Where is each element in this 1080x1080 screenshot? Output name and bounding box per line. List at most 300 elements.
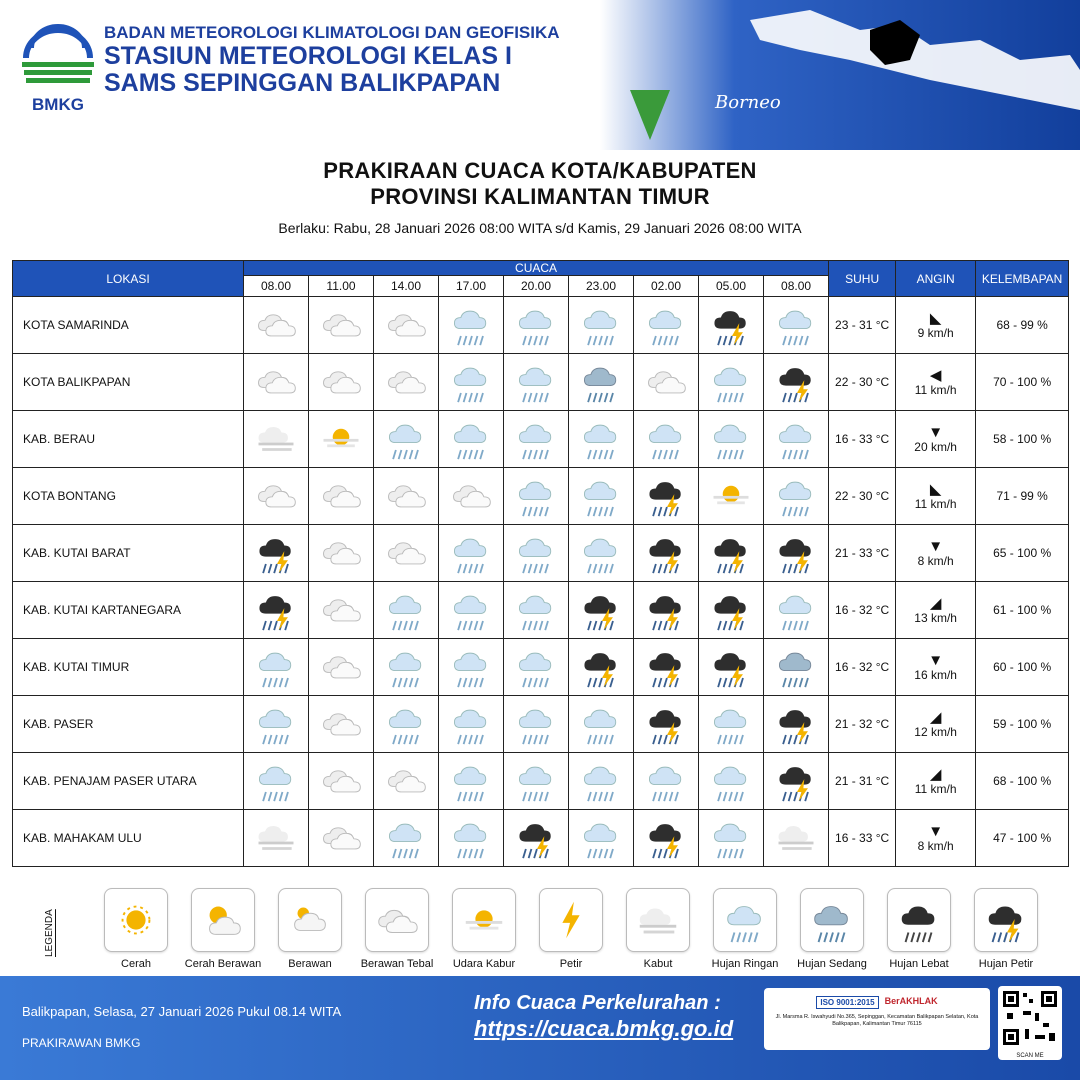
wind-cell	[896, 753, 976, 810]
berawan-tebal-icon	[383, 358, 429, 404]
weather-cell	[634, 525, 699, 582]
hujan-ringan-icon	[448, 700, 494, 746]
location-name: KAB. BERAU	[13, 411, 244, 468]
wind-speed: 9 km/h	[917, 325, 954, 340]
location-name: KAB. KUTAI BARAT	[13, 525, 244, 582]
cerah-berawan-icon	[199, 896, 247, 944]
weather-cell	[309, 582, 374, 639]
berawan-tebal-icon	[318, 757, 364, 803]
weather-cell	[634, 582, 699, 639]
title-line-2: PROVINSI KALIMANTAN TIMUR	[370, 184, 710, 209]
qr-code[interactable]	[998, 986, 1062, 1060]
legend-caption: Hujan Petir	[978, 958, 1034, 970]
table-row	[13, 354, 1069, 411]
org-line-3: SAMS SEPINGGAN BALIKPAPAN	[104, 69, 501, 98]
weather-cell	[244, 810, 309, 867]
wind-speed: 11 km/h	[914, 382, 957, 397]
hujan-ringan-icon	[773, 301, 819, 347]
hujan-ringan-icon	[643, 301, 689, 347]
weather-cell	[634, 810, 699, 867]
weather-cell	[699, 753, 764, 810]
hujan-ringan-icon	[383, 643, 429, 689]
wind-speed: 11 km/h	[914, 496, 957, 511]
berawan-tebal-icon	[383, 757, 429, 803]
weather-cell	[764, 753, 829, 810]
legend-item	[626, 888, 690, 970]
hujan-ringan-icon	[708, 757, 754, 803]
weather-cell	[699, 696, 764, 753]
weather-cell	[439, 696, 504, 753]
map-graphic	[600, 0, 1080, 150]
website-link[interactable]: https://cuaca.bmkg.go.id	[474, 1016, 734, 1041]
legend-caption: Kabut	[643, 958, 673, 970]
header-weather: CUACA	[244, 261, 829, 276]
hujan-ringan-icon	[513, 586, 559, 632]
kabut-icon	[253, 415, 299, 461]
legend-item	[713, 888, 777, 970]
weather-cell	[634, 753, 699, 810]
hujan-ringan-icon	[448, 757, 494, 803]
hujan-ringan-icon	[448, 643, 494, 689]
hujan-ringan-icon	[513, 301, 559, 347]
weather-cell	[569, 354, 634, 411]
hujan-ringan-icon	[721, 896, 769, 944]
location-name: KAB. PASER	[13, 696, 244, 753]
issued-date: Balikpapan, Selasa, 27 Januari 2026 Pukul 08.14 WITA	[22, 1004, 342, 1019]
iso-badge: ISO 9001:2015	[816, 996, 878, 1009]
hujan-ringan-icon	[448, 415, 494, 461]
legend-caption: Berawan	[288, 958, 332, 970]
berawan-tebal-icon	[373, 896, 421, 944]
legend-icon-box	[974, 888, 1038, 952]
legend-caption: Petir	[559, 958, 583, 970]
hujan-petir-icon	[773, 700, 819, 746]
weather-cell	[764, 354, 829, 411]
wind-speed: 11 km/h	[914, 781, 957, 796]
organization-name	[104, 24, 560, 98]
temperature: 16 - 33 °C	[829, 810, 896, 867]
legend-label: LEGENDA	[44, 909, 55, 957]
qr-icon	[1001, 989, 1059, 1047]
hujan-ringan-icon	[448, 586, 494, 632]
table-row	[13, 810, 1069, 867]
hujan-ringan-icon	[448, 301, 494, 347]
hujan-ringan-icon	[578, 415, 624, 461]
legend-caption: Hujan Ringan	[711, 958, 779, 970]
weather-cell	[569, 810, 634, 867]
header-wind: ANGIN	[896, 261, 976, 297]
wind-speed: 20 km/h	[914, 439, 957, 454]
time-header: 02.00	[634, 276, 699, 297]
weather-cell	[764, 297, 829, 354]
weather-cell	[309, 753, 374, 810]
weather-cell	[764, 696, 829, 753]
weather-cell	[374, 354, 439, 411]
location-name: KOTA BALIKPAPAN	[13, 354, 244, 411]
kabut-icon	[253, 814, 299, 860]
validity-text: Berlaku: Rabu, 28 Januari 2026 08:00 WITA s/d Kamis, 29 Januari 2026 08:00 WITA	[278, 220, 802, 236]
weather-cell	[764, 639, 829, 696]
wind-cell	[896, 354, 976, 411]
weather-cell	[374, 411, 439, 468]
time-header: 17.00	[439, 276, 504, 297]
berawan-tebal-icon	[253, 358, 299, 404]
wind-speed: 8 km/h	[917, 838, 954, 853]
hujan-ringan-icon	[578, 757, 624, 803]
legend-caption: Cerah Berawan	[184, 958, 262, 970]
hujan-lebat-icon	[895, 896, 943, 944]
hujan-ringan-icon	[513, 358, 559, 404]
temperature: 21 - 33 °C	[829, 525, 896, 582]
wind-cell	[896, 696, 976, 753]
legend-caption: Berawan Tebal	[360, 958, 434, 970]
hujan-petir-icon	[982, 896, 1030, 944]
hujan-petir-icon	[708, 643, 754, 689]
berawan-tebal-icon	[253, 472, 299, 518]
hujan-ringan-icon	[513, 415, 559, 461]
weather-cell	[374, 696, 439, 753]
header-location: LOKASI	[13, 261, 244, 297]
wind-direction-icon: ◢	[929, 765, 942, 783]
weather-cell	[244, 696, 309, 753]
legend-icon-box	[365, 888, 429, 952]
humidity: 60 - 100 %	[976, 639, 1069, 696]
hujan-petir-icon	[773, 757, 819, 803]
weather-cell	[634, 354, 699, 411]
weather-cell	[374, 639, 439, 696]
hujan-ringan-icon	[643, 757, 689, 803]
weather-cell	[764, 525, 829, 582]
weather-cell	[439, 411, 504, 468]
weather-cell	[699, 411, 764, 468]
weather-cell	[244, 411, 309, 468]
humidity: 47 - 100 %	[976, 810, 1069, 867]
weather-cell	[309, 810, 374, 867]
weather-cell	[504, 696, 569, 753]
weather-cell	[439, 639, 504, 696]
kabut-icon	[773, 814, 819, 860]
weather-cell	[504, 639, 569, 696]
hujan-ringan-icon	[773, 472, 819, 518]
hujan-ringan-icon	[383, 814, 429, 860]
weather-cell	[244, 468, 309, 525]
weather-cell	[699, 525, 764, 582]
table-row	[13, 525, 1069, 582]
wind-direction-icon: ▼	[928, 423, 944, 441]
weather-cell	[504, 468, 569, 525]
wind-cell	[896, 525, 976, 582]
hujan-ringan-icon	[643, 415, 689, 461]
wind-cell	[896, 810, 976, 867]
header-temp: SUHU	[829, 261, 896, 297]
berawan-tebal-icon	[318, 529, 364, 575]
hujan-sedang-icon	[578, 358, 624, 404]
weather-cell	[504, 810, 569, 867]
legend-icon-box	[539, 888, 603, 952]
berawan-tebal-icon	[318, 358, 364, 404]
hujan-petir-icon	[643, 586, 689, 632]
weather-cell	[634, 639, 699, 696]
weather-cell	[569, 525, 634, 582]
hujan-petir-icon	[643, 472, 689, 518]
legend-icon-box	[800, 888, 864, 952]
temperature: 22 - 30 °C	[829, 468, 896, 525]
weather-cell	[374, 753, 439, 810]
hujan-ringan-icon	[708, 358, 754, 404]
weather-cell	[309, 468, 374, 525]
weather-cell	[439, 582, 504, 639]
weather-cell	[374, 582, 439, 639]
berawan-tebal-icon	[318, 814, 364, 860]
weather-cell	[504, 411, 569, 468]
weather-cell	[504, 354, 569, 411]
hujan-petir-icon	[253, 529, 299, 575]
weather-cell	[699, 639, 764, 696]
hujan-ringan-icon	[513, 757, 559, 803]
weather-cell	[569, 582, 634, 639]
cerah-icon	[112, 896, 160, 944]
wind-direction-icon: ◀	[929, 366, 942, 384]
hujan-ringan-icon	[578, 529, 624, 575]
table-row	[13, 297, 1069, 354]
weather-cell	[569, 753, 634, 810]
hujan-petir-icon	[578, 643, 624, 689]
legend-caption: Udara Kabur	[452, 958, 516, 970]
hujan-ringan-icon	[773, 586, 819, 632]
hujan-sedang-icon	[808, 896, 856, 944]
hujan-ringan-icon	[253, 700, 299, 746]
weather-cell	[504, 582, 569, 639]
weather-cell	[244, 753, 309, 810]
berawan-tebal-icon	[318, 700, 364, 746]
humidity: 68 - 99 %	[976, 297, 1069, 354]
location-name: KOTA SAMARINDA	[13, 297, 244, 354]
svg-text:BMKG: BMKG	[32, 95, 84, 114]
org-line-1: BADAN METEOROLOGI KLIMATOLOGI DAN GEOFISIKA	[104, 23, 560, 42]
weather-cell	[439, 297, 504, 354]
weather-cell	[244, 639, 309, 696]
berakhlak-badge: BerAKHLAK	[884, 996, 938, 1006]
table-row	[13, 696, 1069, 753]
udara-kabur-icon	[460, 896, 508, 944]
hujan-ringan-icon	[513, 643, 559, 689]
time-header: 11.00	[309, 276, 374, 297]
wind-direction-icon: ◣	[929, 309, 942, 327]
hujan-petir-icon	[708, 529, 754, 575]
legend-item	[360, 888, 434, 970]
wind-speed: 8 km/h	[917, 553, 954, 568]
weather-cell	[309, 639, 374, 696]
hujan-petir-icon	[643, 529, 689, 575]
hujan-ringan-icon	[773, 415, 819, 461]
wind-cell	[896, 468, 976, 525]
header-humidity: KELEMBAPAN	[976, 261, 1069, 297]
hujan-ringan-icon	[383, 586, 429, 632]
temperature: 16 - 32 °C	[829, 639, 896, 696]
weather-cell	[764, 582, 829, 639]
weather-cell	[764, 468, 829, 525]
weather-cell	[309, 297, 374, 354]
address-text: Jl. Marsma R. Iswahyudi No.365, Sepinggan, Kecamatan Balikpapan Selatan, Kota Balikpapan, Kalimantan Timur 76115	[775, 1014, 979, 1028]
weather-cell	[504, 297, 569, 354]
weather-cell	[439, 525, 504, 582]
hujan-petir-icon	[773, 529, 819, 575]
weather-cell	[244, 297, 309, 354]
location-name: KAB. PENAJAM PASER UTARA	[13, 753, 244, 810]
org-line-2: STASIUN METEOROLOGI KELAS I	[104, 41, 512, 70]
footer	[0, 976, 1080, 1080]
weather-cell	[244, 354, 309, 411]
address-box	[764, 988, 990, 1050]
hujan-ringan-icon	[253, 643, 299, 689]
hujan-ringan-icon	[513, 700, 559, 746]
time-header: 08.00	[764, 276, 829, 297]
temperature: 16 - 33 °C	[829, 411, 896, 468]
hujan-petir-icon	[773, 358, 819, 404]
wind-cell	[896, 297, 976, 354]
hujan-ringan-icon	[448, 814, 494, 860]
berawan-tebal-icon	[448, 472, 494, 518]
weather-cell	[634, 411, 699, 468]
weather-cell	[569, 696, 634, 753]
legend-item	[452, 888, 516, 970]
legend-icon-box	[887, 888, 951, 952]
weather-cell	[504, 753, 569, 810]
weather-cell	[764, 810, 829, 867]
legend-icon-box	[104, 888, 168, 952]
legend-item	[278, 888, 342, 970]
legend-icon-box	[452, 888, 516, 952]
legend-caption: Hujan Sedang	[797, 958, 867, 970]
hujan-ringan-icon	[578, 700, 624, 746]
hujan-petir-icon	[708, 301, 754, 347]
temperature: 16 - 32 °C	[829, 582, 896, 639]
wind-direction-icon: ◣	[929, 480, 942, 498]
forecaster: PRAKIRAWAN BMKG	[22, 1036, 141, 1050]
wind-cell	[896, 582, 976, 639]
wind-direction-icon: ◢	[929, 594, 942, 612]
time-header: 20.00	[504, 276, 569, 297]
legend-icon-box	[278, 888, 342, 952]
weather-cell	[569, 639, 634, 696]
humidity: 70 - 100 %	[976, 354, 1069, 411]
hujan-petir-icon	[253, 586, 299, 632]
temperature: 22 - 30 °C	[829, 354, 896, 411]
legend-caption: Cerah	[121, 958, 151, 970]
udara-kabur-icon	[318, 415, 364, 461]
header-banner	[600, 0, 1080, 150]
berawan-tebal-icon	[383, 472, 429, 518]
title-block	[0, 158, 1080, 236]
legend-icon-box	[713, 888, 777, 952]
weather-cell	[374, 468, 439, 525]
legend-caption: Hujan Lebat	[889, 958, 949, 970]
hujan-ringan-icon	[513, 472, 559, 518]
hujan-petir-icon	[643, 700, 689, 746]
berawan-tebal-icon	[253, 301, 299, 347]
hujan-ringan-icon	[253, 757, 299, 803]
table-row	[13, 639, 1069, 696]
weather-cell	[569, 297, 634, 354]
berawan-tebal-icon	[643, 358, 689, 404]
weather-cell	[374, 525, 439, 582]
location-name: KAB. KUTAI TIMUR	[13, 639, 244, 696]
table-row	[13, 753, 1069, 810]
hujan-sedang-icon	[773, 643, 819, 689]
wind-direction-icon: ▼	[928, 537, 944, 555]
hujan-petir-icon	[578, 586, 624, 632]
hujan-ringan-icon	[448, 358, 494, 404]
legend-icon-box	[191, 888, 255, 952]
wind-cell	[896, 411, 976, 468]
weather-cell	[374, 297, 439, 354]
weather-cell	[439, 753, 504, 810]
table-row	[13, 468, 1069, 525]
hujan-petir-icon	[643, 814, 689, 860]
weather-cell	[699, 354, 764, 411]
title-line-1: PRAKIRAAN CUACA KOTA/KABUPATEN	[323, 158, 757, 183]
hujan-petir-icon	[513, 814, 559, 860]
hujan-ringan-icon	[578, 301, 624, 347]
weather-cell	[439, 354, 504, 411]
wind-direction-icon: ▼	[928, 822, 944, 840]
info-title: Info Cuaca Perkelurahan :	[474, 992, 721, 1014]
berawan-icon	[286, 896, 334, 944]
humidity: 58 - 100 %	[976, 411, 1069, 468]
time-header: 23.00	[569, 276, 634, 297]
weather-cell	[309, 354, 374, 411]
hujan-ringan-icon	[578, 472, 624, 518]
legend-item	[797, 888, 867, 970]
hujan-ringan-icon	[708, 700, 754, 746]
legend-item	[184, 888, 262, 970]
time-header: 14.00	[374, 276, 439, 297]
weather-cell	[699, 297, 764, 354]
weather-cell	[634, 468, 699, 525]
berawan-tebal-icon	[383, 529, 429, 575]
weather-cell	[244, 525, 309, 582]
weather-cell	[699, 582, 764, 639]
hujan-ringan-icon	[513, 529, 559, 575]
weather-cell	[699, 468, 764, 525]
weather-cell	[309, 411, 374, 468]
humidity: 71 - 99 %	[976, 468, 1069, 525]
legend-item	[104, 888, 168, 970]
hujan-ringan-icon	[578, 814, 624, 860]
weather-cell	[764, 411, 829, 468]
legend-item	[887, 888, 951, 970]
weather-cell	[244, 582, 309, 639]
humidity: 61 - 100 %	[976, 582, 1069, 639]
temperature: 21 - 31 °C	[829, 753, 896, 810]
location-name: KAB. MAHAKAM ULU	[13, 810, 244, 867]
weather-cell	[439, 468, 504, 525]
hujan-ringan-icon	[448, 529, 494, 575]
table-row	[13, 582, 1069, 639]
weather-cell	[504, 525, 569, 582]
berawan-tebal-icon	[318, 472, 364, 518]
petir-icon	[547, 896, 595, 944]
temperature: 23 - 31 °C	[829, 297, 896, 354]
location-name: KOTA BONTANG	[13, 468, 244, 525]
scan-me-label: SCAN ME	[1016, 1053, 1044, 1059]
weather-cell	[569, 468, 634, 525]
temperature: 21 - 32 °C	[829, 696, 896, 753]
weather-cell	[699, 810, 764, 867]
humidity: 59 - 100 %	[976, 696, 1069, 753]
wind-cell	[896, 639, 976, 696]
legend-icon-box	[626, 888, 690, 952]
